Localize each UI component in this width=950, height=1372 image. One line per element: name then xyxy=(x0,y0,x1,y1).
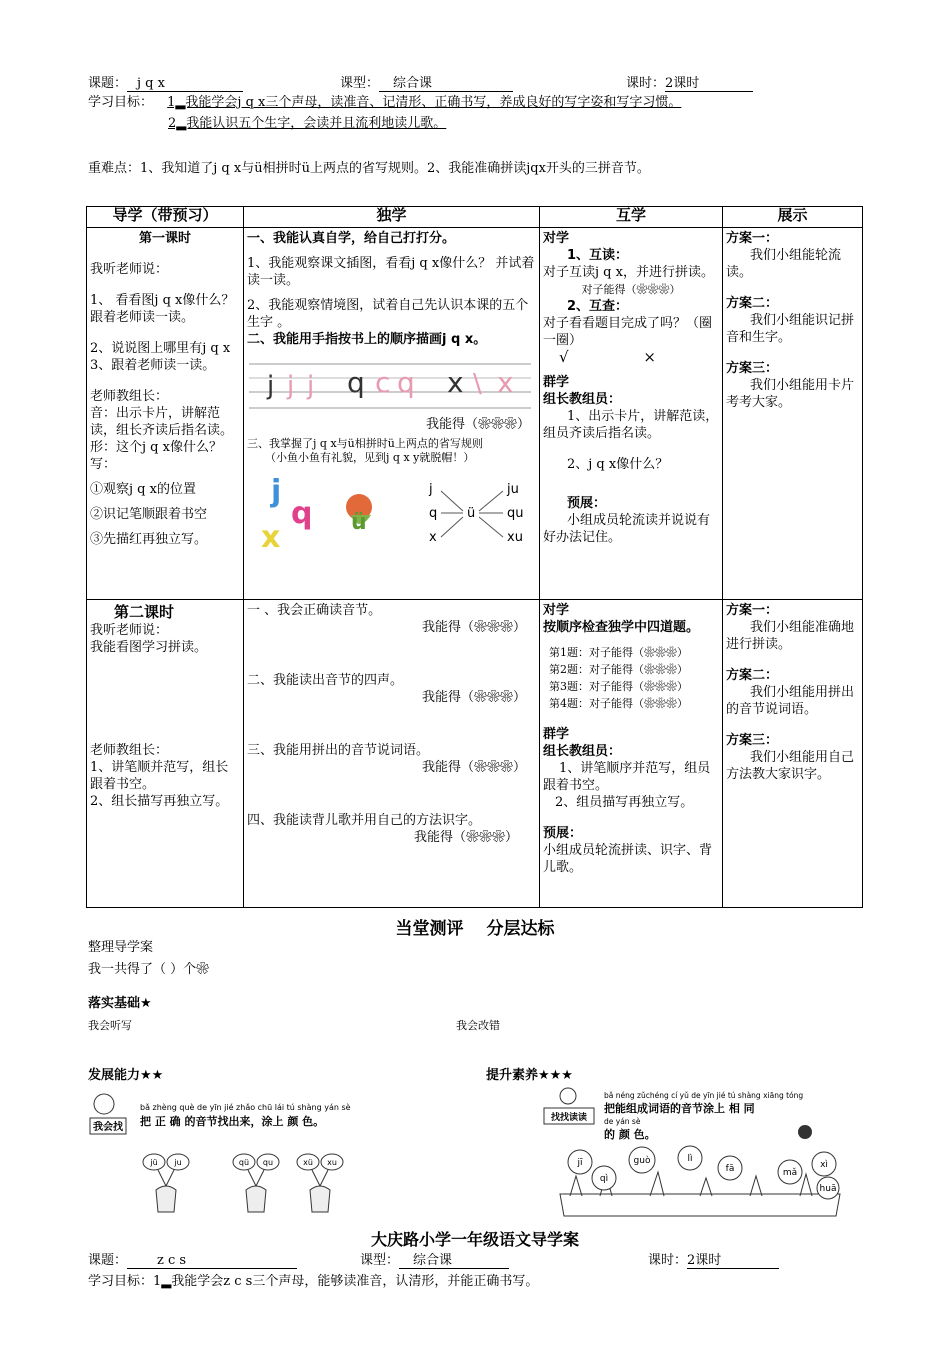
trace-letter: j xyxy=(307,371,315,401)
guide-line: 形：这个j q x像什么？ xyxy=(90,440,222,455)
svg-text:j: j xyxy=(271,474,282,509)
mutual-read-heading: 1、互读： xyxy=(567,248,629,263)
preview-text: 小组成员轮流拼读、识字、背儿歌。 xyxy=(543,843,713,875)
col-header-peer-study: 互学 xyxy=(540,207,723,228)
group-study-heading: 群学 xyxy=(543,727,570,742)
trace-letter: x xyxy=(497,366,514,399)
guide-line: ②识记笔顺跟着书空 xyxy=(90,507,208,522)
self-study-line: 二、我能读出音节的四声。 xyxy=(247,673,404,688)
group-study-heading: 群学 xyxy=(543,375,570,390)
diagram-q: q xyxy=(429,506,438,521)
period-value: 2课时 xyxy=(687,1249,779,1269)
self-score: 我能得（❀❀❀） xyxy=(421,620,526,635)
guide-line: 1、 看看图j q x像什么？ 跟着老师读一读。 xyxy=(90,293,235,325)
trace-letter: c xyxy=(375,366,391,399)
plan-2-text: 我们小组能识记拼音和生字。 xyxy=(726,313,855,345)
guide-line: 2、说说图上哪里有j q x xyxy=(90,341,231,356)
table-header-row xyxy=(87,207,863,228)
trace-letter: \ xyxy=(473,369,482,399)
next-period-row xyxy=(648,1249,779,1269)
check-mark-icon[interactable]: √ xyxy=(559,348,569,366)
lesson-table xyxy=(86,206,863,908)
develop-level-label: 发展能力★★ xyxy=(88,1068,164,1083)
flower-vase-1[interactable] xyxy=(143,1154,189,1212)
flower-syllable[interactable]: ju xyxy=(174,1158,182,1167)
self-study-line: 四、我能读背儿歌并用自己的方法识字。 xyxy=(247,813,482,828)
pair-study-heading: 对学 xyxy=(543,603,570,618)
flower-syllable[interactable]: qü xyxy=(238,1158,250,1167)
svg-text:q: q xyxy=(291,496,313,531)
flower-syllable[interactable]: mǎ xyxy=(782,1168,798,1178)
lesson-type-label: 课型： xyxy=(340,76,380,91)
goal-2-text: 2▂我能认识五个生字，会读并且流利地读儿歌。 xyxy=(168,116,447,131)
self-score: 我能得（❀❀❀） xyxy=(425,417,530,432)
lesson-type-label: 课型： xyxy=(360,1253,400,1268)
self-study-line: 一 、我会正确读音节。 xyxy=(247,603,382,618)
goal-1: 1▂我能学会j q x三个声母，读准音、记清形、正确书写，养成良好的写字姿和写字习惯。 xyxy=(167,95,682,110)
topic-value: j q x xyxy=(127,76,243,92)
topic-label: 课题： xyxy=(88,1253,128,1268)
exercise-read-syllables xyxy=(540,1084,850,1220)
topic-label: 课题： xyxy=(88,76,128,91)
flower-syllable[interactable]: fā xyxy=(725,1164,735,1174)
flower-count: 我一共得了（ ）个❀ xyxy=(88,962,210,977)
flower-vase-3[interactable] xyxy=(297,1154,343,1212)
guide-line: 老师教组长： xyxy=(90,743,169,758)
trace-heading: 二、我能用手指按书上的顺序描画j q x。 xyxy=(247,332,487,347)
group-line: 1、出示卡片，讲解范读，组员齐读后指名读。 xyxy=(543,409,719,441)
lesson2-guide-cell xyxy=(87,600,244,908)
mutual-read-text: 对子互读j q x，并进行拼读。 xyxy=(543,265,714,280)
lesson1-peer-cell xyxy=(540,228,723,600)
period-row xyxy=(626,72,753,92)
exercise-2-pinyin: bǎ néng zǔchéng cí yǔ de yīn jié tú shàng xiāng tóng xyxy=(604,1091,804,1100)
flower-syllable[interactable]: xì xyxy=(820,1160,828,1170)
lesson1-self-study-cell xyxy=(244,228,540,600)
svg-text:x: x xyxy=(261,520,281,551)
trace-letter: q xyxy=(347,366,365,399)
exercise-1-text: 把 正 确 的音节找出来，涂上 颜 色。 xyxy=(140,1115,325,1128)
flower-syllable[interactable]: xü xyxy=(303,1158,313,1167)
guide-line: 2、组长描写再独立写。 xyxy=(90,794,229,809)
lesson1-title: 第一课时 xyxy=(138,231,191,246)
col-header-show: 展示 xyxy=(723,207,863,228)
flower-syllable[interactable]: qu xyxy=(262,1158,274,1167)
goal-2 xyxy=(168,112,446,131)
period-label: 课时： xyxy=(648,1253,688,1268)
check-marks xyxy=(543,349,719,366)
pair-study-heading: 对学 xyxy=(543,231,570,246)
listen-write-label: 我会听写 xyxy=(88,1019,132,1032)
self-score: 我能得（❀❀❀） xyxy=(421,690,526,705)
lesson-type-value: 综合课 xyxy=(379,72,513,92)
self-study-line: 1、我能观察课文插图，看看j q x像什么？ 并试着读一读。 xyxy=(247,256,535,288)
guide-line: 我能看图学习拼读。 xyxy=(90,640,208,655)
trace-letter: j xyxy=(287,371,295,401)
basic-level-label: 落实基础★ xyxy=(88,996,152,1011)
trace-letter: j xyxy=(267,371,275,401)
group-leader-heading: 组长教组员： xyxy=(543,744,622,759)
lesson2-self-study-cell xyxy=(244,600,540,908)
diagram-qu: qu xyxy=(507,506,524,521)
plan-2-text: 我们小组能用拼出的音节说词语。 xyxy=(726,685,855,717)
group-leader-heading: 组长教组员： xyxy=(543,392,622,407)
plan-3-heading: 方案三： xyxy=(726,361,779,376)
group-line: 2、j q x像什么？ xyxy=(567,457,669,472)
plan-1-text: 我们小组能轮流读。 xyxy=(726,248,842,280)
guide-line: ①观察j q x的位置 xyxy=(90,482,196,497)
group-line: 2、组员描写再独立写。 xyxy=(555,795,694,810)
lesson-type-row xyxy=(340,72,513,92)
guide-line: 音：出示卡片，讲解范读，组长齐读后指名读。 xyxy=(90,406,234,438)
self-score: 我能得（❀❀❀） xyxy=(421,760,526,775)
flower-vase-2[interactable] xyxy=(233,1154,279,1212)
self-score: 我能得（❀❀❀） xyxy=(413,830,518,845)
learning-goals xyxy=(88,91,681,110)
plan-2-heading: 方案二： xyxy=(726,296,779,311)
group-line: 1、讲笔顺序并范写，组员跟着书空。 xyxy=(543,761,711,793)
diagram-xu: xu xyxy=(507,530,523,545)
guide-line: 我听老师说： xyxy=(90,262,169,277)
rule-illustration xyxy=(247,465,533,551)
lesson2-show-cell xyxy=(723,600,863,908)
exercise-1-illustration xyxy=(88,1090,360,1216)
period-label: 课时： xyxy=(626,76,666,91)
lesson2-title: 第二课时 xyxy=(114,603,175,621)
diagram-u: ü xyxy=(467,506,476,521)
table-row-lesson-1 xyxy=(87,228,863,600)
next-learning-goal: 学习目标：1▂我能学会z c s三个声母，能够读准音，认清形，并能正确书写。 xyxy=(88,1274,539,1289)
rule-line: 三、我掌握了j q x与ü相拼时ü上两点的省写规则 xyxy=(247,437,483,450)
rule-rhyme: （小鱼小鱼有礼貌，见到j q x y就脱帽！） xyxy=(265,451,475,464)
self-study-heading: 一、我能认真自学，给自己打打分。 xyxy=(247,231,456,246)
flower-syllable[interactable]: qì xyxy=(599,1174,609,1184)
pair-study-sub: 按顺序检查独学中四道题。 xyxy=(543,620,700,635)
exercise-1-pinyin: bǎ zhèng què de yīn jié zhǎo chū lái tú shàng yán sè xyxy=(140,1103,351,1112)
preview-heading: 预展： xyxy=(567,496,607,511)
plan-1-heading: 方案一： xyxy=(726,603,779,618)
col-header-guide: 导学（带预习） xyxy=(87,207,244,228)
trace-practice-lines xyxy=(247,352,533,416)
exercise-find-syllables xyxy=(88,1090,360,1216)
syllable-flowers[interactable] xyxy=(568,1146,839,1199)
question-score: 第1题：对子能得（❀❀❀） xyxy=(549,646,688,659)
question-score: 第4题：对子能得（❀❀❀） xyxy=(549,697,688,710)
svg-text:ü: ü xyxy=(351,510,367,535)
plan-2-heading: 方案二： xyxy=(726,668,779,683)
pair-score: 对子能得（❀❀❀） xyxy=(581,283,681,296)
plan-3-heading: 方案三： xyxy=(726,733,779,748)
lesson1-show-cell xyxy=(723,228,863,600)
flower-syllable[interactable]: jī xyxy=(577,1158,583,1168)
period-value: 2课时 xyxy=(665,72,753,92)
guide-line: 1、讲笔顺并范写，组长跟着书空。 xyxy=(90,760,229,792)
correct-errors-label: 我会改错 xyxy=(456,1019,500,1032)
diagram-ju: ju xyxy=(507,482,519,497)
guide-line: 写： xyxy=(90,457,117,472)
question-score: 第3题：对子能得（❀❀❀） xyxy=(549,680,688,693)
lesson1-guide-cell xyxy=(87,228,244,600)
guide-line: 我听老师说： xyxy=(90,623,169,638)
plan-3-text: 我们小组能用自己方法教大家识字。 xyxy=(726,750,855,782)
lesson-type-value: 综合课 xyxy=(399,1249,509,1269)
test-title: 当堂测评 分层达标 xyxy=(395,919,555,939)
question-score: 第2题：对子能得（❀❀❀） xyxy=(549,663,688,676)
exercise-2-pinyin-2: de yán sè xyxy=(604,1117,641,1126)
lesson2-peer-cell xyxy=(540,600,723,908)
topic-row xyxy=(88,72,243,92)
preview-text: 小组成员轮流读并说说有好办法记住。 xyxy=(543,513,711,545)
flower-syllable[interactable]: xu xyxy=(327,1158,337,1167)
next-topic-row xyxy=(88,1249,297,1269)
self-study-line: 2、我能观察情境图，试着自己先认识本课的五个生字 。 xyxy=(247,298,529,330)
next-type-row xyxy=(360,1249,509,1269)
plan-1-text: 我们小组能准确地进行拼读。 xyxy=(726,620,855,652)
organize-label: 整理导学案 xyxy=(88,940,154,955)
col-header-self-study: 独学 xyxy=(244,207,540,228)
mutual-check-text: 对子看看题目完成了吗？（圈一圈） xyxy=(543,316,713,348)
cross-mark-icon[interactable]: × xyxy=(643,348,656,366)
trace-letter: q xyxy=(397,366,415,399)
exercise-2-text-2: 的 颜 色。 xyxy=(604,1128,656,1141)
preview-heading: 预展： xyxy=(543,826,583,841)
self-study-line: 三、我能用拼出的音节说词语。 xyxy=(247,743,430,758)
mutual-check-heading: 2、互查： xyxy=(567,299,629,314)
plan-1-heading: 方案一： xyxy=(726,231,779,246)
school-title: 大庆路小学一年级语文导学案 xyxy=(370,1230,579,1249)
plan-3-text: 我们小组能用卡片考考大家。 xyxy=(726,378,855,410)
flower-syllable[interactable]: lì xyxy=(687,1154,693,1164)
exercise-2-illustration xyxy=(540,1084,850,1220)
goals-label: 学习目标： xyxy=(88,95,154,110)
guide-line: ③先描红再独立写。 xyxy=(90,532,208,547)
exercise-1-badge: 我会找 xyxy=(93,1122,123,1133)
exercise-2-badge: 找找读读 xyxy=(550,1113,588,1123)
trace-letter: x xyxy=(447,366,464,399)
key-points: 重难点：1、我知道了j q x与ü相拼时ü上两点的省写规则。2、我能准确拼读jqx开头的三拼音节。 xyxy=(88,161,650,176)
guide-line: 3、跟着老师读一读。 xyxy=(90,358,216,373)
guide-line: 老师教组长： xyxy=(90,389,169,404)
flower-syllable[interactable]: jü xyxy=(150,1158,158,1167)
raise-level-label: 提升素养★★★ xyxy=(486,1068,573,1083)
diagram-j: j xyxy=(429,482,433,497)
exercise-2-text: 把能组成词语的音节涂上 相 同 xyxy=(604,1102,755,1115)
diagram-x: x xyxy=(429,530,437,545)
table-row-lesson-2 xyxy=(87,600,863,908)
topic-value: z c s xyxy=(127,1253,297,1269)
flower-syllable[interactable]: guò xyxy=(633,1156,651,1166)
flower-syllable[interactable]: huā xyxy=(819,1184,837,1194)
